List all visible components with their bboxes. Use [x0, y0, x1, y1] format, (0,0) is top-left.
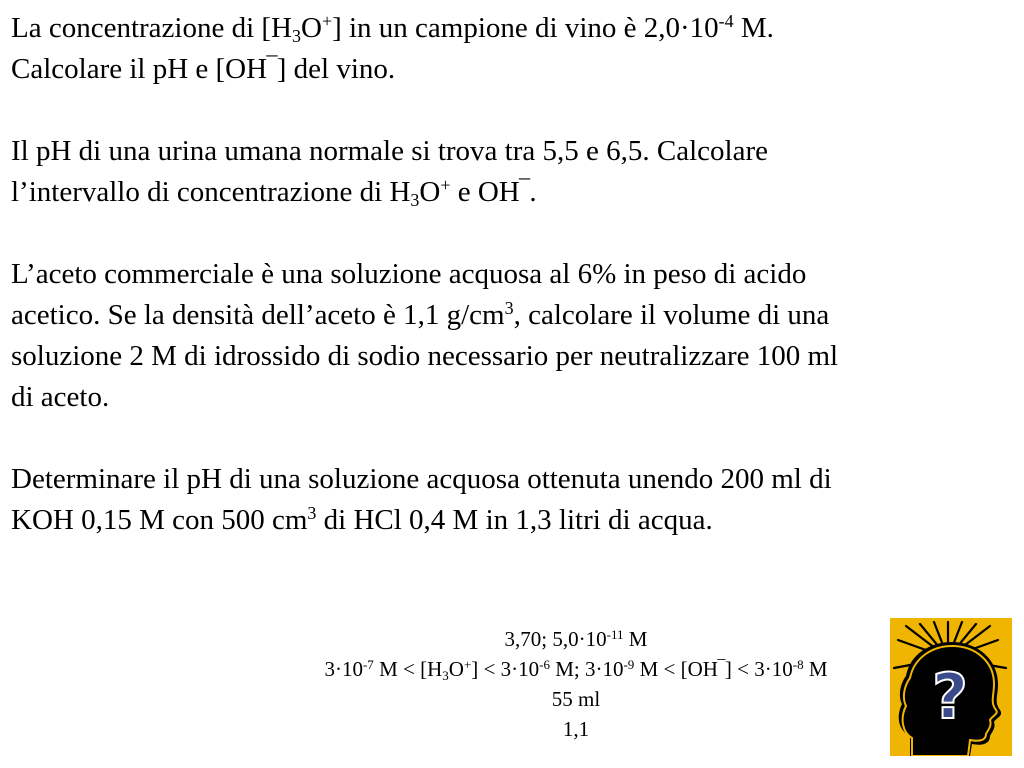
answer-2 — [262, 654, 890, 684]
superscript: -6 — [539, 656, 550, 672]
problems-list — [11, 8, 1011, 541]
subscript: 3 — [442, 667, 449, 683]
text-segment: M; 3·10 — [549, 657, 624, 681]
superscript: -4 — [718, 11, 734, 32]
text-segment: O — [448, 657, 464, 681]
text-segment: O — [419, 176, 441, 208]
text-segment: 3·10 — [324, 657, 363, 681]
problem-4 — [11, 459, 1011, 541]
text-segment: M < [OH‾] < 3·10 — [634, 657, 793, 681]
problem-1-line-1 — [11, 8, 1011, 49]
superscript: 3 — [504, 298, 514, 319]
superscript: -7 — [362, 656, 374, 672]
problem-4-line-2 — [11, 500, 1011, 541]
problem-3 — [11, 254, 1011, 418]
superscript: -9 — [623, 656, 635, 672]
superscript: -11 — [606, 626, 624, 642]
problem-2 — [11, 131, 1011, 213]
problem-1-line-2: Calcolare il pH e [OH‾] del vino. — [11, 53, 396, 85]
superscript: 3 — [307, 503, 317, 524]
text-segment: M < [H — [373, 657, 443, 681]
answer-1 — [262, 624, 890, 654]
subscript: 3 — [292, 26, 301, 47]
question-mark-glyph: ? — [932, 660, 968, 733]
superscript: -8 — [792, 656, 804, 672]
problem-3-line-3: soluzione 2 M di idrossido di sodio necessario per neutralizzare 100 ml — [11, 340, 839, 372]
superscript: + — [440, 175, 451, 196]
head-silhouette-icon — [890, 618, 1012, 756]
text-segment: ] in un campione di vino è 2,0·10 — [332, 12, 719, 44]
answer-4: 1,1 — [562, 717, 590, 741]
problem-2-line-1: Il pH di una urina umana normale si trova tra 5,5 e 6,5. Calcolare — [11, 135, 768, 167]
text-segment: di HCl 0,4 M in 1,3 litri di acqua. — [316, 504, 713, 536]
text-segment: ] < 3·10 — [471, 657, 540, 681]
problem-3-line-2 — [11, 295, 1011, 336]
text-segment: M. — [733, 12, 774, 44]
text-segment: La concentrazione di [H — [11, 12, 292, 44]
problem-3-line-4: di aceto. — [11, 381, 110, 413]
problem-2-line-2 — [11, 172, 1011, 213]
text-segment: KOH 0,15 M con 500 cm — [11, 504, 308, 536]
answers-block — [262, 624, 890, 744]
text-segment: M — [803, 657, 828, 681]
subscript: 3 — [410, 190, 420, 211]
text-segment: , calcolare il volume di una — [513, 299, 830, 331]
text-segment: e OH‾. — [450, 176, 537, 208]
problem-1 — [11, 8, 1011, 90]
text-segment: acetico. Se la densità dell’aceto è 1,1 g/cm — [11, 299, 505, 331]
text-segment: 3,70; 5,0·10 — [504, 627, 607, 651]
answer-3: 55 ml — [551, 687, 601, 711]
text-segment: M — [623, 627, 648, 651]
superscript: + — [321, 11, 333, 32]
problem-3-line-1: L’aceto commerciale è una soluzione acquosa al 6% in peso di acido — [11, 258, 807, 290]
text-segment: l’intervallo di concentrazione di H — [11, 176, 411, 208]
superscript: + — [463, 656, 472, 672]
help-question-icon[interactable] — [890, 618, 1012, 756]
text-segment: O — [300, 12, 322, 44]
problem-4-line-1: Determinare il pH di una soluzione acquosa ottenuta unendo 200 ml di — [11, 463, 832, 495]
